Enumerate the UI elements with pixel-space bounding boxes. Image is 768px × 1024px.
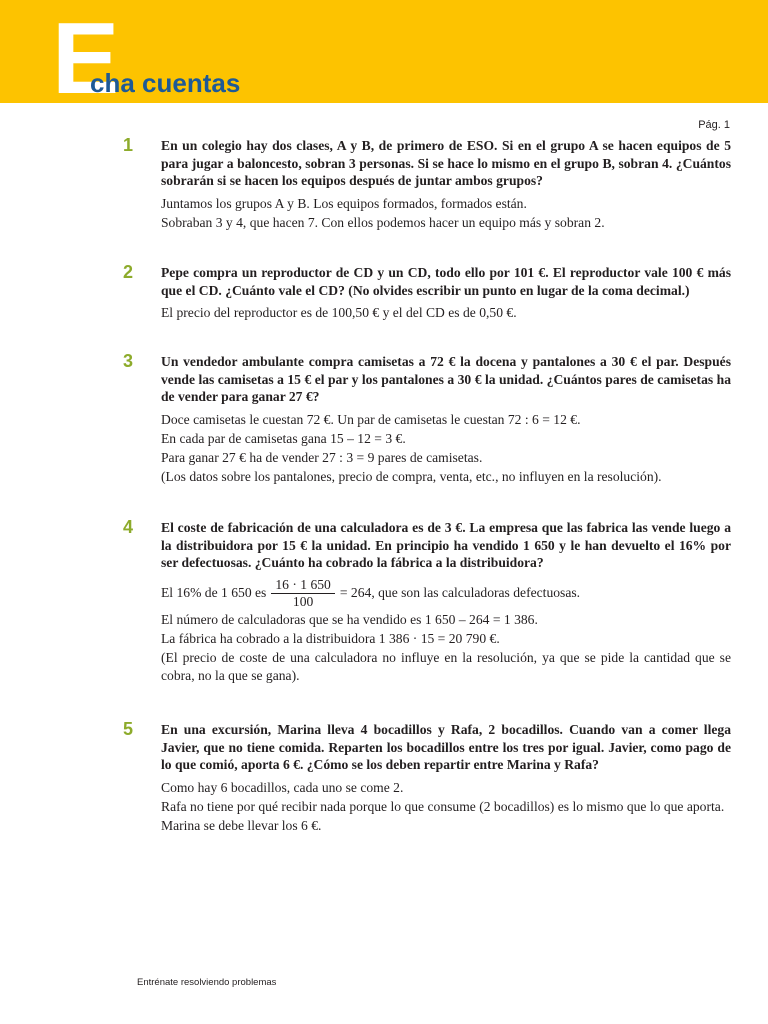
problem-number: 5 <box>123 719 134 739</box>
problem-statement: En una excursión, Marina lleva 4 bocadillos y Rafa, 2 bocadillos. Cuando van a comer llega Javier, que no tiene comida. Reparten los bocadillos entre los tres por igual. Javier, como pago de lo que comió, aporta 6 €. ¿Cómo se los deben repartir entre Marina y Rafa? <box>161 722 731 773</box>
fraction <box>271 577 335 610</box>
title-initial: E <box>52 3 118 115</box>
answer-line: La fábrica ha cobrado a la distribuidora 1 386 · 15 = 20 790 €. <box>161 630 500 646</box>
fraction-denominator: 100 <box>292 593 314 609</box>
problem-statement: Pepe compra un reproductor de CD y un CD, todo ello por 101 €. El reproductor vale 100 € más que el CD. ¿Cuánto vale el CD? (No olvides escribir un punto en lugar de la coma decimal.) <box>161 265 731 298</box>
answer-line: Como hay 6 bocadillos, cada uno se come 2. <box>161 779 404 795</box>
problem-statement: El coste de fabricación de una calculadora es de 3 €. La empresa que las fabrica las vende luego a la distribuidora por 15 € la unidad. En principio ha vendido 1 650 y le han devuelto el 16% por ser defectuosas. ¿Cuánto ha cobrado la fábrica a la distribuidora? <box>161 520 731 571</box>
header-banner <box>0 0 768 115</box>
answer-line: En cada par de camisetas gana 15 – 12 = 3 €. <box>161 430 406 446</box>
fraction-numerator: 16 · 1 650 <box>271 577 335 594</box>
problem-number: 2 <box>123 262 134 282</box>
problem-4 <box>123 517 731 687</box>
fraction-answer-line <box>161 577 731 610</box>
footer-text: Entrénate resolviendo problemas <box>137 977 277 988</box>
answer-line: (El precio de coste de una calculadora no influye en la resolución, ya que se pide la cantidad que se cobra, no la que se gana). <box>161 650 731 684</box>
answer-line: Doce camisetas le cuestan 72 €. Un par de camisetas le cuestan 72 : 6 = 12 €. <box>161 411 581 427</box>
fraction-text-after: = 264, que son las calculadoras defectuosas. <box>339 585 581 601</box>
problem-number: 3 <box>123 351 134 371</box>
answer-line: (Los datos sobre los pantalones, precio de compra, venta, etc., no influyen en la resolución). <box>161 469 662 485</box>
answer-line: El precio del reproductor es de 100,50 € y el del CD es de 0,50 €. <box>161 305 517 321</box>
problem-statement: Un vendedor ambulante compra camisetas a 72 € la docena y pantalones a 30 € el par. Después vende las camisetas a 15 € el par y los pantalones a 30 € la unidad. ¿Cuántos pares de camisetas ha de vender para ganar 27 €? <box>161 354 731 405</box>
answer-line: Sobraban 3 y 4, que hacen 7. Con ellos podemos hacer un equipo más y sobran 2. <box>161 214 605 230</box>
fraction-text-before: El 16% de 1 650 es <box>161 585 267 601</box>
answer-line: Para ganar 27 € ha de vender 27 : 3 = 9 pares de camisetas. <box>161 450 483 466</box>
answer-line: Marina se debe llevar los 6 €. <box>161 818 322 834</box>
page-title: cha cuentas <box>90 68 241 98</box>
problem-5 <box>123 719 731 836</box>
problem-3 <box>123 351 731 488</box>
problem-1 <box>123 135 731 233</box>
answer-line: Juntamos los grupos A y B. Los equipos formados, formados están. <box>161 195 527 211</box>
answer-line: El número de calculadoras que se ha vendido es 1 650 – 264 = 1 386. <box>161 611 538 627</box>
problem-statement: En un colegio hay dos clases, A y B, de primero de ESO. Si en el grupo A se hacen equipos de 5 para jugar a baloncesto, sobran 3 personas. Si se hace lo mismo en el grupo B, sobran 4. ¿Cuántos sobrarán si se hacen los equipos después de juntar ambos grupos? <box>161 138 731 189</box>
problem-2 <box>123 262 731 323</box>
answer-line: Rafa no tiene por qué recibir nada porque lo que consume (2 bocadillos) es lo mismo que lo que aporta. <box>161 798 725 814</box>
problem-number: 1 <box>123 135 134 155</box>
problem-number: 4 <box>123 517 134 537</box>
page-number: Pág. 1 <box>698 119 730 131</box>
